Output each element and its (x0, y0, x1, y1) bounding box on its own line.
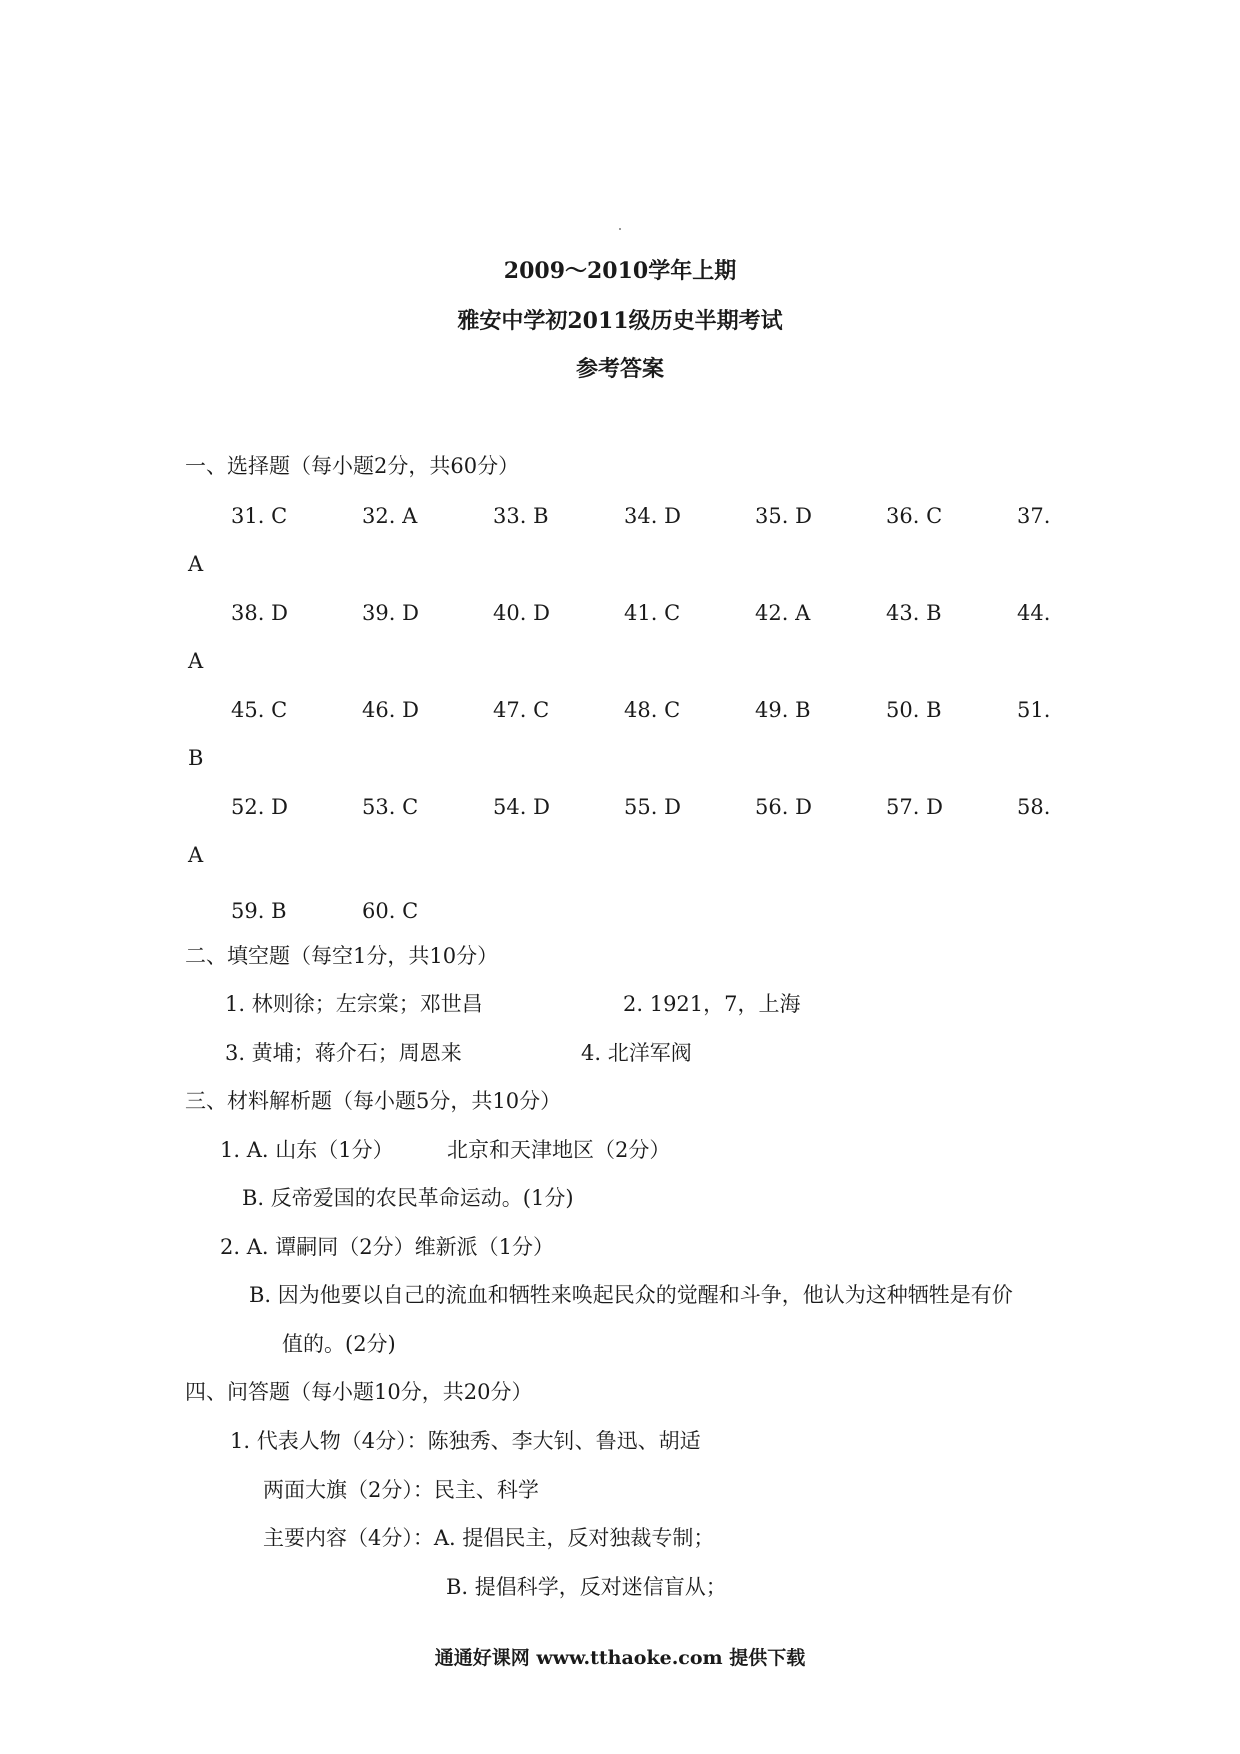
answer-cell: 43. B (886, 601, 942, 625)
essay-q1-line3: 主要内容（4分）：A. 提倡民主，反对独裁专制； (263, 1526, 715, 1550)
answer-cell: 40. D (493, 601, 550, 625)
answer-cell: 35. D (755, 504, 812, 528)
answer-cell: 50. B (886, 698, 942, 722)
essay-q1-line2: 两面大旗（2分）：民主、科学 (263, 1478, 539, 1502)
answer-cell: 37. (1017, 504, 1051, 528)
answer-cell: 48. C (624, 698, 681, 722)
title-year: 2009～2010学年上期 (503, 258, 737, 284)
answer-cell: 33. B (493, 504, 549, 528)
answer-59: 59. B (231, 899, 287, 923)
answer-cell: 58. (1017, 795, 1051, 819)
answer-cell: 41. C (624, 601, 681, 625)
section3-heading: 三、材料解析题（每小题5分，共10分） (185, 1089, 562, 1113)
fill-item-3: 3. 黄埔；蒋介石；周恩来 (225, 1041, 462, 1065)
material-q1-b: B. 反帝爱国的农民革命运动。(1分) (242, 1186, 574, 1210)
answer-cell: 57. D (886, 795, 943, 819)
answer-cell: 51. (1017, 698, 1051, 722)
answer-cell: 54. D (493, 795, 550, 819)
answer-cell: 47. C (493, 698, 550, 722)
section2-heading: 二、填空题（每空1分，共10分） (185, 944, 499, 968)
title-answer-key: 参考答案 (575, 356, 664, 382)
answer-cell: 42. A (755, 601, 811, 625)
essay-q1-line4: B. 提倡科学，反对迷信盲从； (446, 1575, 727, 1599)
answer-wrap: A (188, 843, 204, 867)
section4-heading: 四、问答题（每小题10分，共20分） (185, 1380, 533, 1404)
material-q1-a-extra: 北京和天津地区（2分） (447, 1138, 671, 1162)
fill-item-4: 4. 北洋军阀 (581, 1041, 692, 1065)
fill-item-1: 1. 林则徐；左宗棠；邓世昌 (225, 992, 483, 1016)
answer-cell: 52. D (231, 795, 288, 819)
answer-cell: 46. D (362, 698, 419, 722)
answer-wrap: A (188, 552, 204, 576)
answer-wrap: B (188, 746, 204, 770)
answer-cell: 39. D (362, 601, 419, 625)
answer-cell: 56. D (755, 795, 812, 819)
answer-cell: 36. C (886, 504, 943, 528)
answer-cell: 45. C (231, 698, 288, 722)
material-q2-b: B. 因为他要以自己的流血和牺牲来唤起民众的觉醒和斗争，他认为这种牺牲是有价 (249, 1283, 1013, 1307)
title-exam: 雅安中学初2011级历史半期考试 (457, 308, 783, 334)
answer-cell: 31. C (231, 504, 288, 528)
fill-item-2: 2. 1921，7，上海 (623, 992, 801, 1016)
answer-cell: 32. A (362, 504, 418, 528)
answer-cell: 44. (1017, 601, 1051, 625)
answer-cell: 53. C (362, 795, 419, 819)
scan-dot (619, 228, 621, 230)
section1-heading: 一、选择题（每小题2分，共60分） (185, 454, 520, 478)
essay-q1-line1: 1. 代表人物（4分）：陈独秀、李大钊、鲁迅、胡适 (230, 1429, 701, 1453)
material-q1-a: 1. A. 山东（1分） (220, 1138, 394, 1162)
material-q2-b-cont: 值的。(2分) (282, 1332, 396, 1356)
footer-source: 通通好课网 www.tthaoke.com 提供下载 (434, 1647, 806, 1669)
answer-cell: 49. B (755, 698, 811, 722)
answer-cell: 55. D (624, 795, 681, 819)
material-q2-a: 2. A. 谭嗣同（2分）维新派（1分） (220, 1235, 554, 1259)
answer-wrap: A (188, 649, 204, 673)
answer-cell: 34. D (624, 504, 681, 528)
answer-cell: 38. D (231, 601, 288, 625)
answer-60: 60. C (362, 899, 419, 923)
